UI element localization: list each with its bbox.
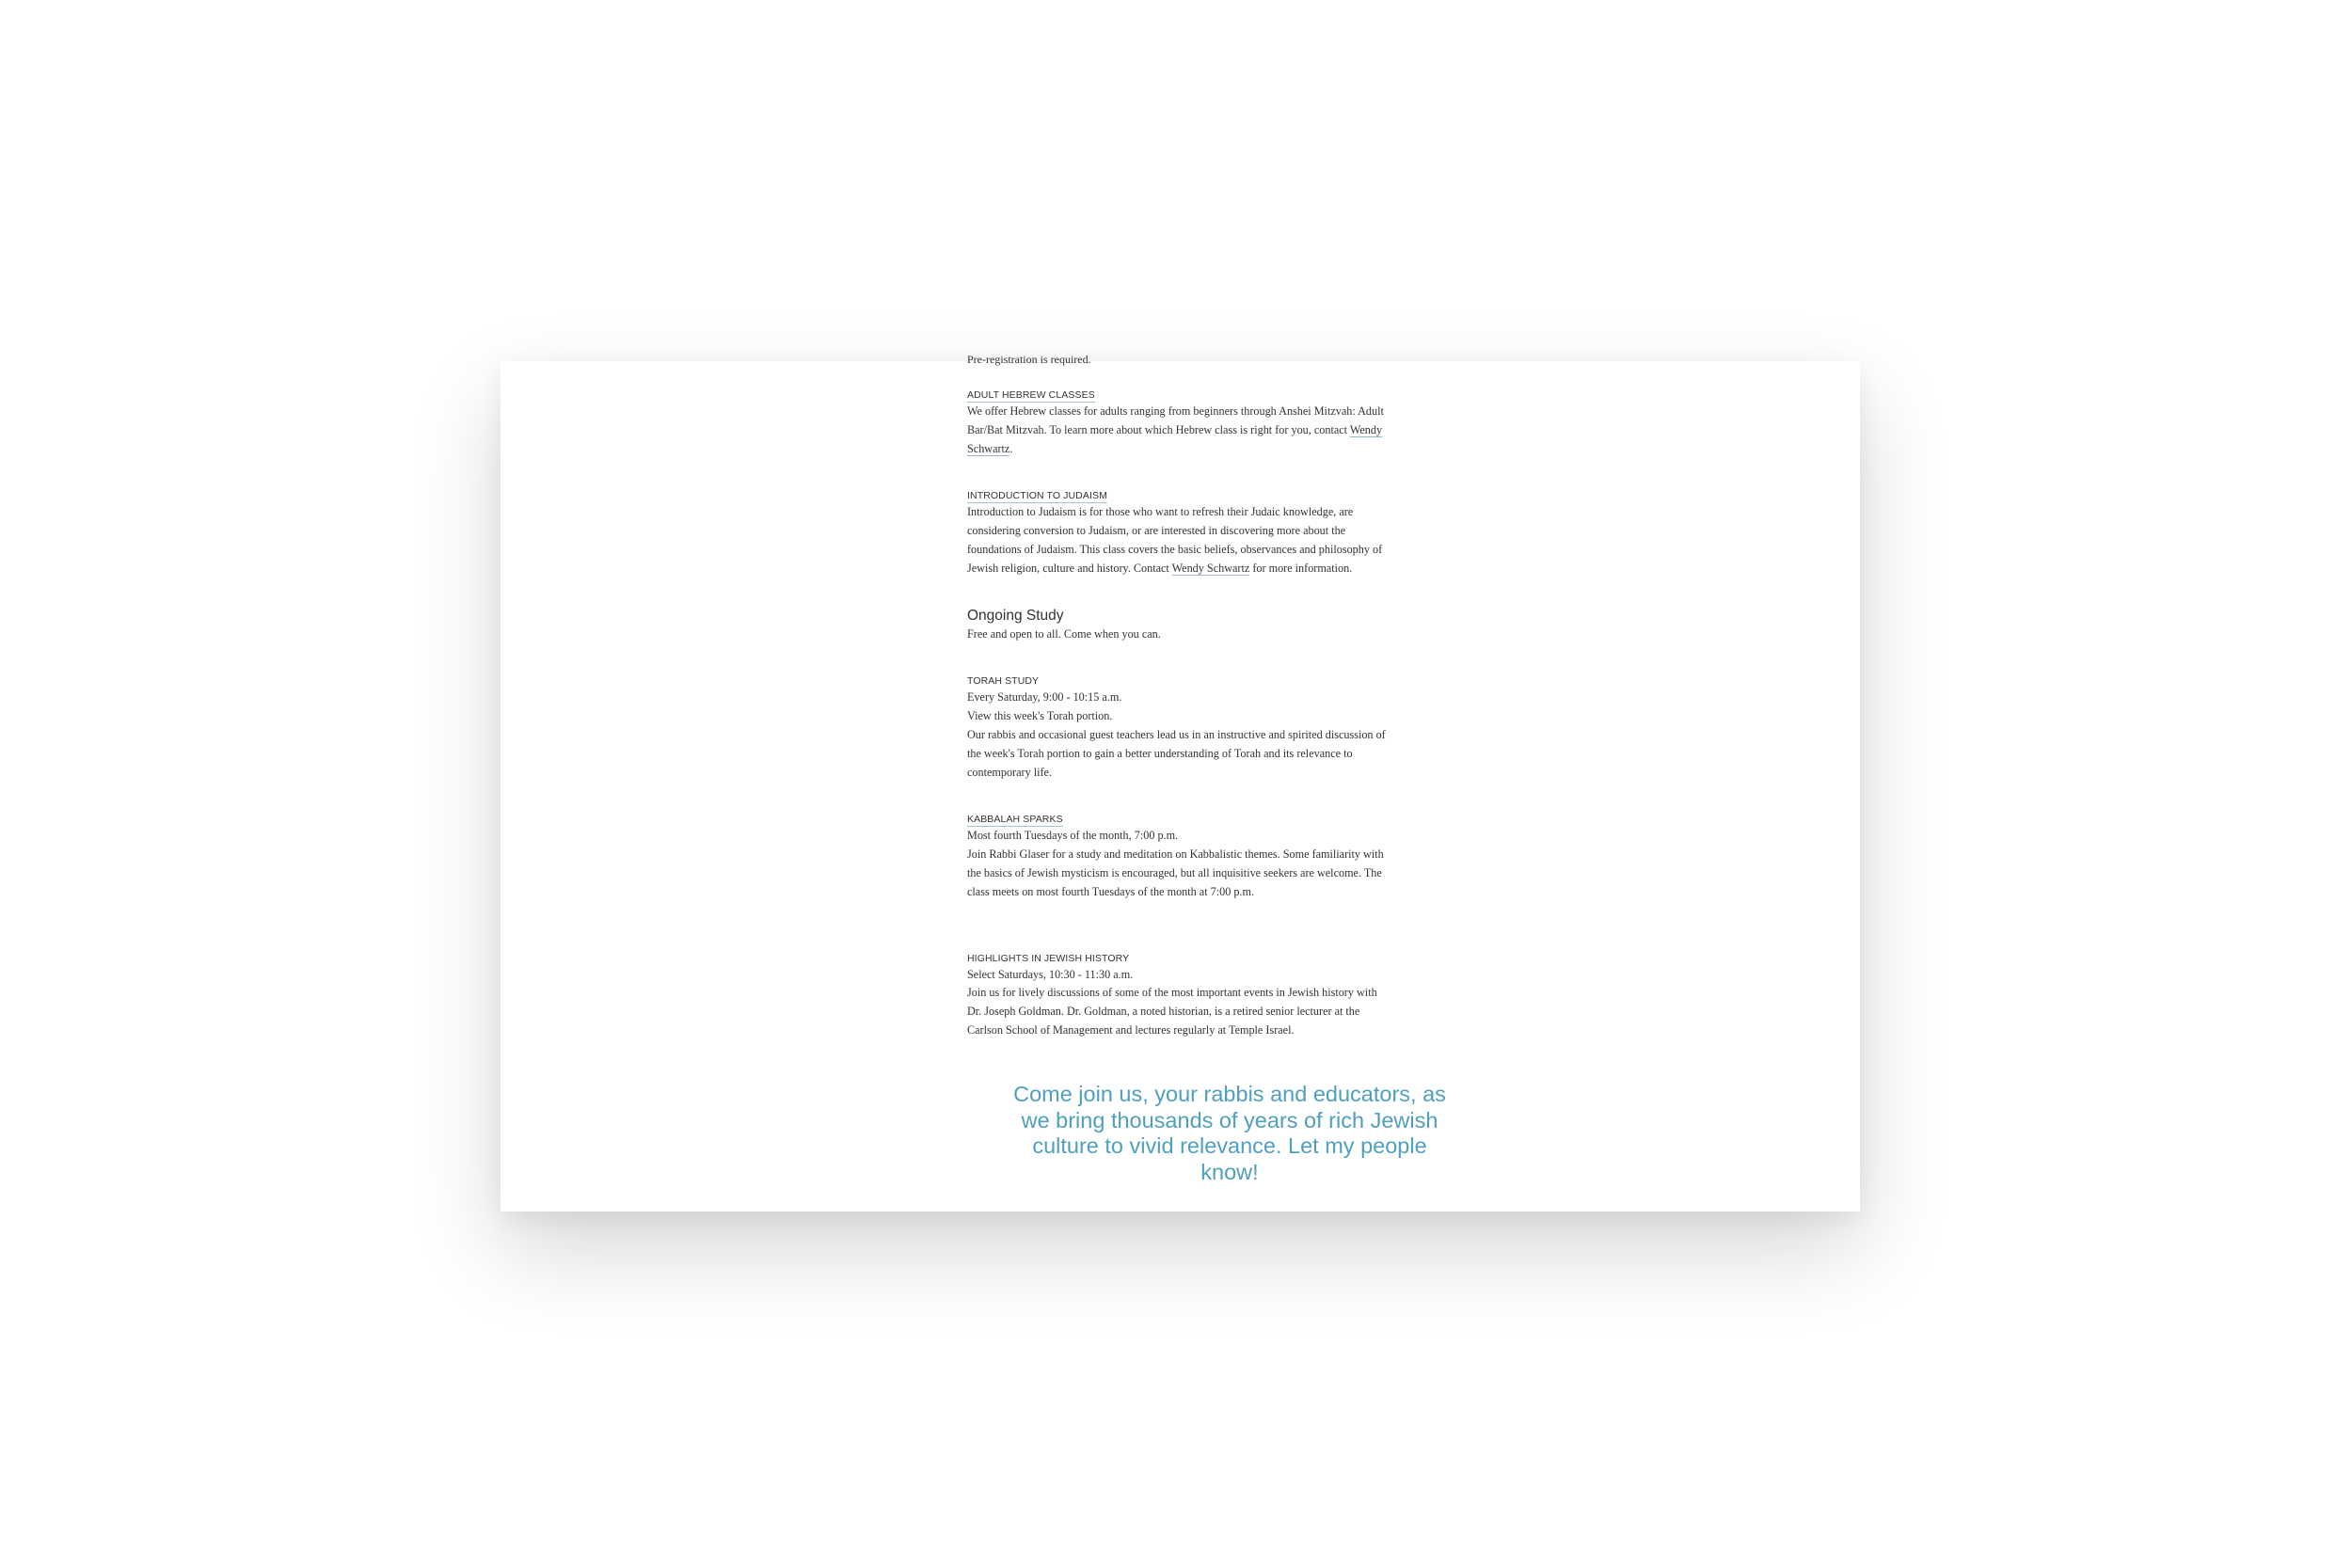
ongoing-study-heading: Ongoing Study [967,607,1064,624]
torah-study-section [967,672,1392,782]
closing-quote: Come join us, your rabbis and educators, as we bring thousands of years of rich Jewish culture to vivid relevance. Let my people know! [1013,1082,1446,1184]
wendy-schwartz-link-2[interactable]: Wendy Schwartz [1171,561,1250,575]
history-body: Join us for lively discussions of some of the most important events in Jewish history with Dr. Joseph Goldman. Dr. Goldman, a noted historian, is a retired senior lecturer at the Carlson School of Management and lectures regularly at Temple Israel. [967,986,1377,1037]
intro-judaism-body [967,503,1392,578]
kabbalah-section [967,810,1392,901]
kabbalah-body: Join Rabbi Glaser for a study and meditation on Kabbalistic themes. Some familiarity with the basics of Jewish mysticism is encouraged, but all inquisitive seekers are welcome. The class meets on most fourth Tuesdays of the month at 7:00 p.m. [967,847,1384,898]
kabbalah-heading-link[interactable]: KABBALAH SPARKS [967,814,1063,826]
adult-hebrew-heading-link[interactable]: ADULT HEBREW CLASSES [967,389,1095,401]
adult-hebrew-body [967,403,1392,458]
history-heading: HIGHLIGHTS IN JEWISH HISTORY [967,952,1130,964]
intro-judaism-text-end: for more information. [1249,561,1353,575]
history-section [967,949,1392,1040]
page-card [501,353,1860,1212]
intro-judaism-section [967,486,1392,578]
intro-judaism-heading-link[interactable]: INTRODUCTION TO JUDAISM [967,490,1107,502]
content-column [967,353,1392,1040]
torah-study-heading: TORAH STUDY [967,675,1040,688]
torah-portion-link[interactable]: View this week's Torah portion. [967,709,1113,723]
cut-off-text: Pre-registration is required. [967,353,1091,366]
adult-hebrew-section [967,386,1392,458]
adult-hebrew-text: We offer Hebrew classes for adults ranging from beginners through Anshei Mitzvah: Adult Bar/Bat Mitzvah. To learn more about which Hebrew class is right for you, contact [967,404,1384,436]
adult-hebrew-text-end: . [1009,441,1013,455]
wendy-schwartz-link[interactable]: Wendy Schwartz [967,422,1383,455]
kabbalah-schedule: Most fourth Tuesdays of the month, 7:00 p.m. [967,829,1179,843]
intro-judaism-text: Introduction to Judaism is for those who want to refresh their Judaic knowledge, are considering conversion to Judaism, or are interested in discovering more about the foundations of Judaism. This class covers the basic beliefs, observances and philosophy of Jewish religion, culture and history. Contact [967,505,1383,575]
history-schedule: Select Saturdays, 10:30 - 11:30 a.m. [967,967,1134,981]
torah-study-schedule: Every Saturday, 9:00 - 10:15 a.m. [967,690,1122,705]
ongoing-study-subtext: Free and open to all. Come when you can. [967,626,1161,641]
ongoing-study-section [967,607,1392,644]
torah-study-body: Our rabbis and occasional guest teachers lead us in an instructive and spirited discussion of the week's Torah portion to gain a better understanding of Torah and its relevance to contemporary life. [967,727,1386,779]
